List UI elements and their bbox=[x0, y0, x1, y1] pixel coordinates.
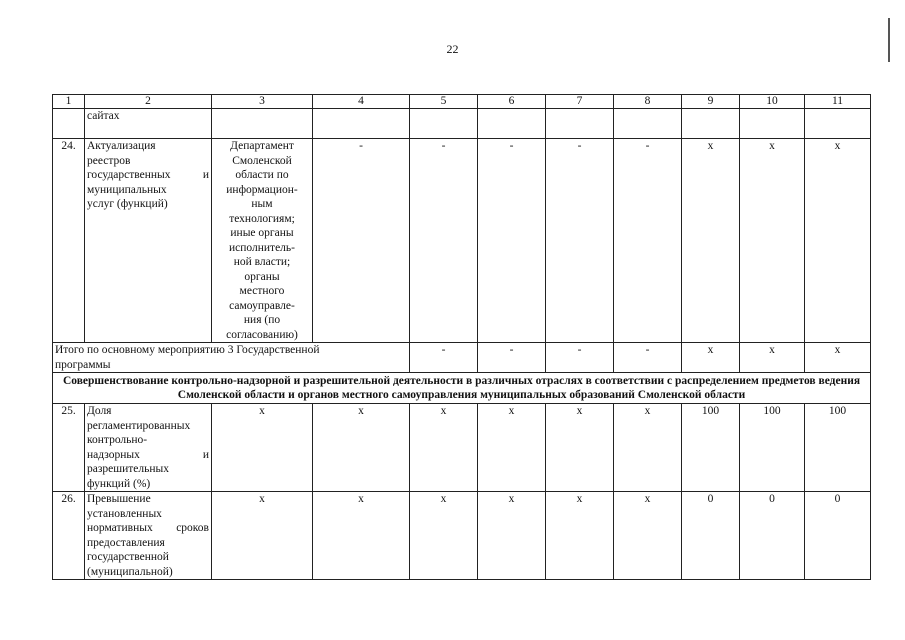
column-header: 6 bbox=[478, 95, 546, 109]
column-header: 3 bbox=[212, 95, 313, 109]
value-cell: 0 bbox=[805, 492, 871, 580]
column-header: 2 bbox=[85, 95, 212, 109]
value-cell: 100 bbox=[740, 404, 805, 492]
value-cell: х bbox=[546, 492, 614, 580]
value-cell: х bbox=[614, 404, 682, 492]
value-cell: х bbox=[410, 492, 478, 580]
value-cell: - bbox=[546, 343, 614, 373]
value-cell: х bbox=[740, 139, 805, 343]
value-cell: - bbox=[546, 139, 614, 343]
page-number: 22 bbox=[446, 42, 459, 56]
value-cell: х bbox=[546, 404, 614, 492]
scan-edge-mark bbox=[888, 18, 890, 62]
continuation-text: сайтах bbox=[85, 109, 212, 139]
column-header: 4 bbox=[313, 95, 410, 109]
value-cell: х bbox=[478, 404, 546, 492]
value-cell: х bbox=[212, 404, 313, 492]
value-cell: - bbox=[410, 343, 478, 373]
row-number: 24. bbox=[53, 139, 85, 343]
value-cell: х bbox=[313, 492, 410, 580]
value-cell: х bbox=[410, 404, 478, 492]
value-cell: - bbox=[614, 139, 682, 343]
program-table bbox=[52, 94, 871, 580]
value-cell: х bbox=[212, 492, 313, 580]
continuation-row bbox=[53, 109, 871, 139]
column-number-row bbox=[53, 95, 871, 109]
column-header: 8 bbox=[614, 95, 682, 109]
row-number: 25. bbox=[53, 404, 85, 492]
total-label: Итого по основному мероприятию 3 Государственной программы bbox=[53, 343, 410, 373]
table-row-26 bbox=[53, 492, 871, 580]
column-header: 9 bbox=[682, 95, 740, 109]
value-cell: х bbox=[313, 404, 410, 492]
value-cell: - bbox=[614, 343, 682, 373]
column-header: 7 bbox=[546, 95, 614, 109]
responsible-executor: Департамент Смоленской области по информацион- ным технологиям; иные органы исполнитель- ной власти; органы местного самоуправле- ния (по согласованию) bbox=[212, 139, 313, 343]
value-cell: - bbox=[313, 139, 410, 343]
value-cell: 100 bbox=[805, 404, 871, 492]
value-cell: х bbox=[805, 139, 871, 343]
total-row bbox=[53, 343, 871, 373]
value-cell: - bbox=[478, 343, 546, 373]
value-cell: 0 bbox=[740, 492, 805, 580]
column-header: 5 bbox=[410, 95, 478, 109]
indicator-name: Доля регламентированных контрольно- надзорных и разрешительных функций (%) bbox=[85, 404, 212, 492]
value-cell: х bbox=[478, 492, 546, 580]
table-row-24 bbox=[53, 139, 871, 343]
section-heading: Совершенствование контрольно-надзорной и разрешительной деятельности в различных отраслях в соответствии с распределением предметов ведения Смоленской области и органов местного самоуправления муниципальных образований Смоленской области bbox=[53, 373, 871, 404]
column-header: 11 bbox=[805, 95, 871, 109]
column-header: 10 bbox=[740, 95, 805, 109]
measure-name: Актуализация реестров государственных и муниципальных услуг (функций) bbox=[85, 139, 212, 343]
value-cell: 100 bbox=[682, 404, 740, 492]
value-cell: х bbox=[740, 343, 805, 373]
row-number: 26. bbox=[53, 492, 85, 580]
indicator-name: Превышение установленных нормативных сроков предоставления государственной (муниципальной) bbox=[85, 492, 212, 580]
value-cell: х bbox=[682, 139, 740, 343]
value-cell: - bbox=[478, 139, 546, 343]
table-row-25 bbox=[53, 404, 871, 492]
column-header: 1 bbox=[53, 95, 85, 109]
section-heading-row bbox=[53, 373, 871, 404]
value-cell: х bbox=[805, 343, 871, 373]
value-cell: 0 bbox=[682, 492, 740, 580]
value-cell: х bbox=[614, 492, 682, 580]
value-cell: - bbox=[410, 139, 478, 343]
value-cell: х bbox=[682, 343, 740, 373]
